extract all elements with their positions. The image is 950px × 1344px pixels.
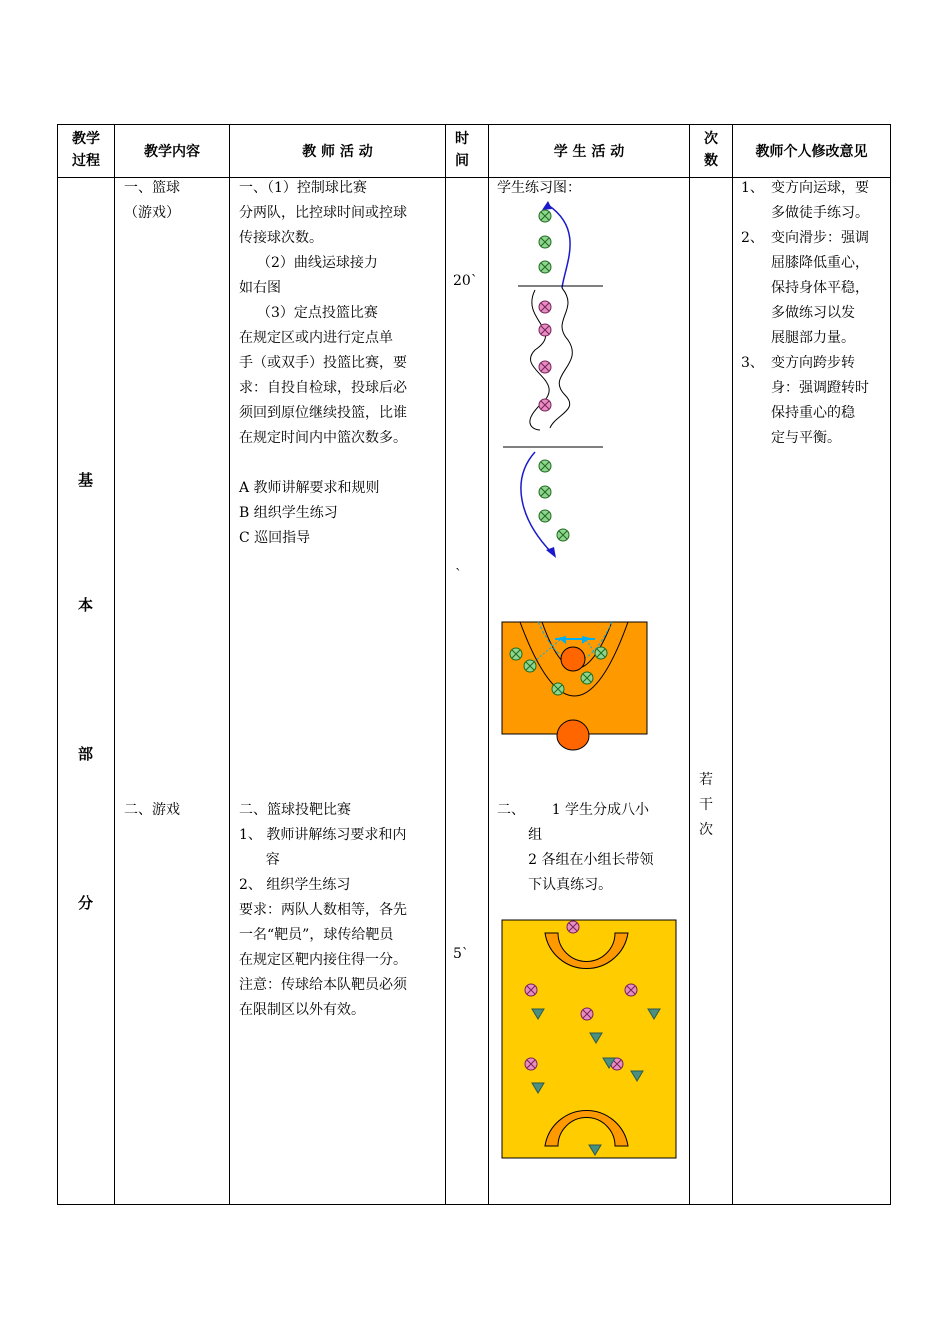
remark-text: 多做练习以发 xyxy=(771,305,855,321)
student-line: 2 各组在小组长带领 xyxy=(497,852,654,868)
remark-text: 保持身体平稳， xyxy=(771,280,869,296)
content-item-basketball xyxy=(124,176,180,226)
teacher-line xyxy=(239,451,407,476)
dribble-relay-diagram xyxy=(490,190,630,570)
process-char-3: 部 xyxy=(78,745,94,763)
teacher-line: C 巡回指导 xyxy=(239,530,311,546)
count-value xyxy=(699,768,713,843)
header-student-activity: 学 生 活 动 xyxy=(553,144,625,160)
student-line: 组 xyxy=(497,827,543,843)
time-tick-mark: ` xyxy=(455,567,462,583)
remark-text: 变向滑步：强调 xyxy=(771,230,869,246)
teacher-line: 注意：传球给本队靶员必须 xyxy=(239,977,407,993)
teacher-line: 要求：两队人数相等，各先 xyxy=(239,902,407,918)
student-diagram-title: 学生练习图： xyxy=(497,180,581,196)
teacher-line: 如右图 xyxy=(239,280,281,296)
teacher-line: 1、 教师讲解练习要求和内 xyxy=(239,827,407,843)
remark-text: 多做徒手练习。 xyxy=(771,205,869,221)
process-char-4: 分 xyxy=(78,894,94,912)
remark-text: 保持重心的稳 xyxy=(771,405,855,421)
teacher-line: 分两队，比控球时间或控球 xyxy=(239,205,407,221)
teacher-line: 在规定时间内中篮次数多。 xyxy=(239,430,407,446)
teacher-line: （3）定点投篮比赛 xyxy=(257,305,378,321)
teacher-activity-block1 xyxy=(239,176,407,551)
teacher-line: 在限制区以外有效。 xyxy=(239,1002,365,1018)
content-item-game: 二、游戏 xyxy=(124,802,180,818)
student-activity-block2 xyxy=(497,798,654,898)
header-teaching-process-line1: 教学 xyxy=(72,131,100,147)
teacher-line: 二、篮球投靶比赛 xyxy=(239,802,351,818)
remark-text: 定与平衡。 xyxy=(771,430,841,446)
teacher-line: A 教师讲解要求和规则 xyxy=(239,480,380,496)
player-markers xyxy=(539,210,569,541)
teacher-line: 容 xyxy=(239,852,280,868)
teacher-line: 求：自投自检球，投球后必 xyxy=(239,380,407,396)
teacher-line: 一名“靶员”，球传给靶员 xyxy=(239,927,394,943)
teacher-line: 须回到原位继续投篮，比谁 xyxy=(239,405,407,421)
content-item-basketball-line1: 一、篮球 xyxy=(124,180,180,196)
header-count-line1: 次 xyxy=(704,131,718,147)
header-count-line2: 数 xyxy=(704,153,718,169)
teacher-line: 手（或双手）投篮比赛，要 xyxy=(239,355,407,371)
remark-item-3 xyxy=(741,351,869,451)
header-teaching-content: 教学内容 xyxy=(144,144,200,160)
remark-number: 3、 xyxy=(741,355,764,371)
teacher-line: 在规定区或内进行定点单 xyxy=(239,330,393,346)
header-time-line2: 间 xyxy=(455,153,469,169)
remark-text: 变方向跨步转 xyxy=(771,355,855,371)
header-count xyxy=(690,128,732,172)
count-char: 干 xyxy=(699,797,713,813)
header-time-line1: 时 xyxy=(455,131,469,147)
time-value-2: 5` xyxy=(453,946,469,962)
count-char: 若 xyxy=(699,772,713,788)
teacher-line: （2）曲线运球接力 xyxy=(257,255,378,271)
count-char: 次 xyxy=(699,822,713,838)
remark-text: 屈膝降低重心， xyxy=(771,255,869,271)
remark-number: 1、 xyxy=(741,180,764,196)
shooting-court-diagram xyxy=(500,620,650,750)
teacher-line: 一、（1）控制球比赛 xyxy=(239,180,367,196)
remark-text: 变方向运球，要 xyxy=(771,180,869,196)
header-revision-notes: 教师个人修改意见 xyxy=(755,144,868,160)
remark-text: 展腿部力量。 xyxy=(771,330,855,346)
header-teacher-activity: 教 师 活 动 xyxy=(302,144,373,160)
header-time xyxy=(446,128,478,172)
target-game-court-diagram xyxy=(500,918,680,1163)
remark-number: 2、 xyxy=(741,230,764,246)
teacher-activity-block2 xyxy=(239,798,407,1023)
process-char-2: 本 xyxy=(78,596,94,614)
remark-text: 身：强调蹬转时 xyxy=(771,380,869,396)
header-teaching-process xyxy=(58,128,114,172)
remark-item-1 xyxy=(741,176,869,226)
student-line: 二、 1 学生分成八小 xyxy=(497,802,650,818)
teacher-line: 在规定区靶内接住得一分。 xyxy=(239,952,407,968)
time-value-1: 20` xyxy=(453,273,478,289)
content-item-basketball-line2: （游戏） xyxy=(124,205,180,221)
teacher-line: 传接球次数。 xyxy=(239,230,323,246)
process-char-1: 基 xyxy=(78,471,94,489)
student-line: 下认真练习。 xyxy=(497,877,613,893)
remark-item-2 xyxy=(741,226,869,351)
teacher-line: B 组织学生练习 xyxy=(239,505,338,521)
remarks-list xyxy=(741,176,869,451)
header-teaching-process-line2: 过程 xyxy=(72,153,100,169)
teacher-line: 2、 组织学生练习 xyxy=(239,877,351,893)
